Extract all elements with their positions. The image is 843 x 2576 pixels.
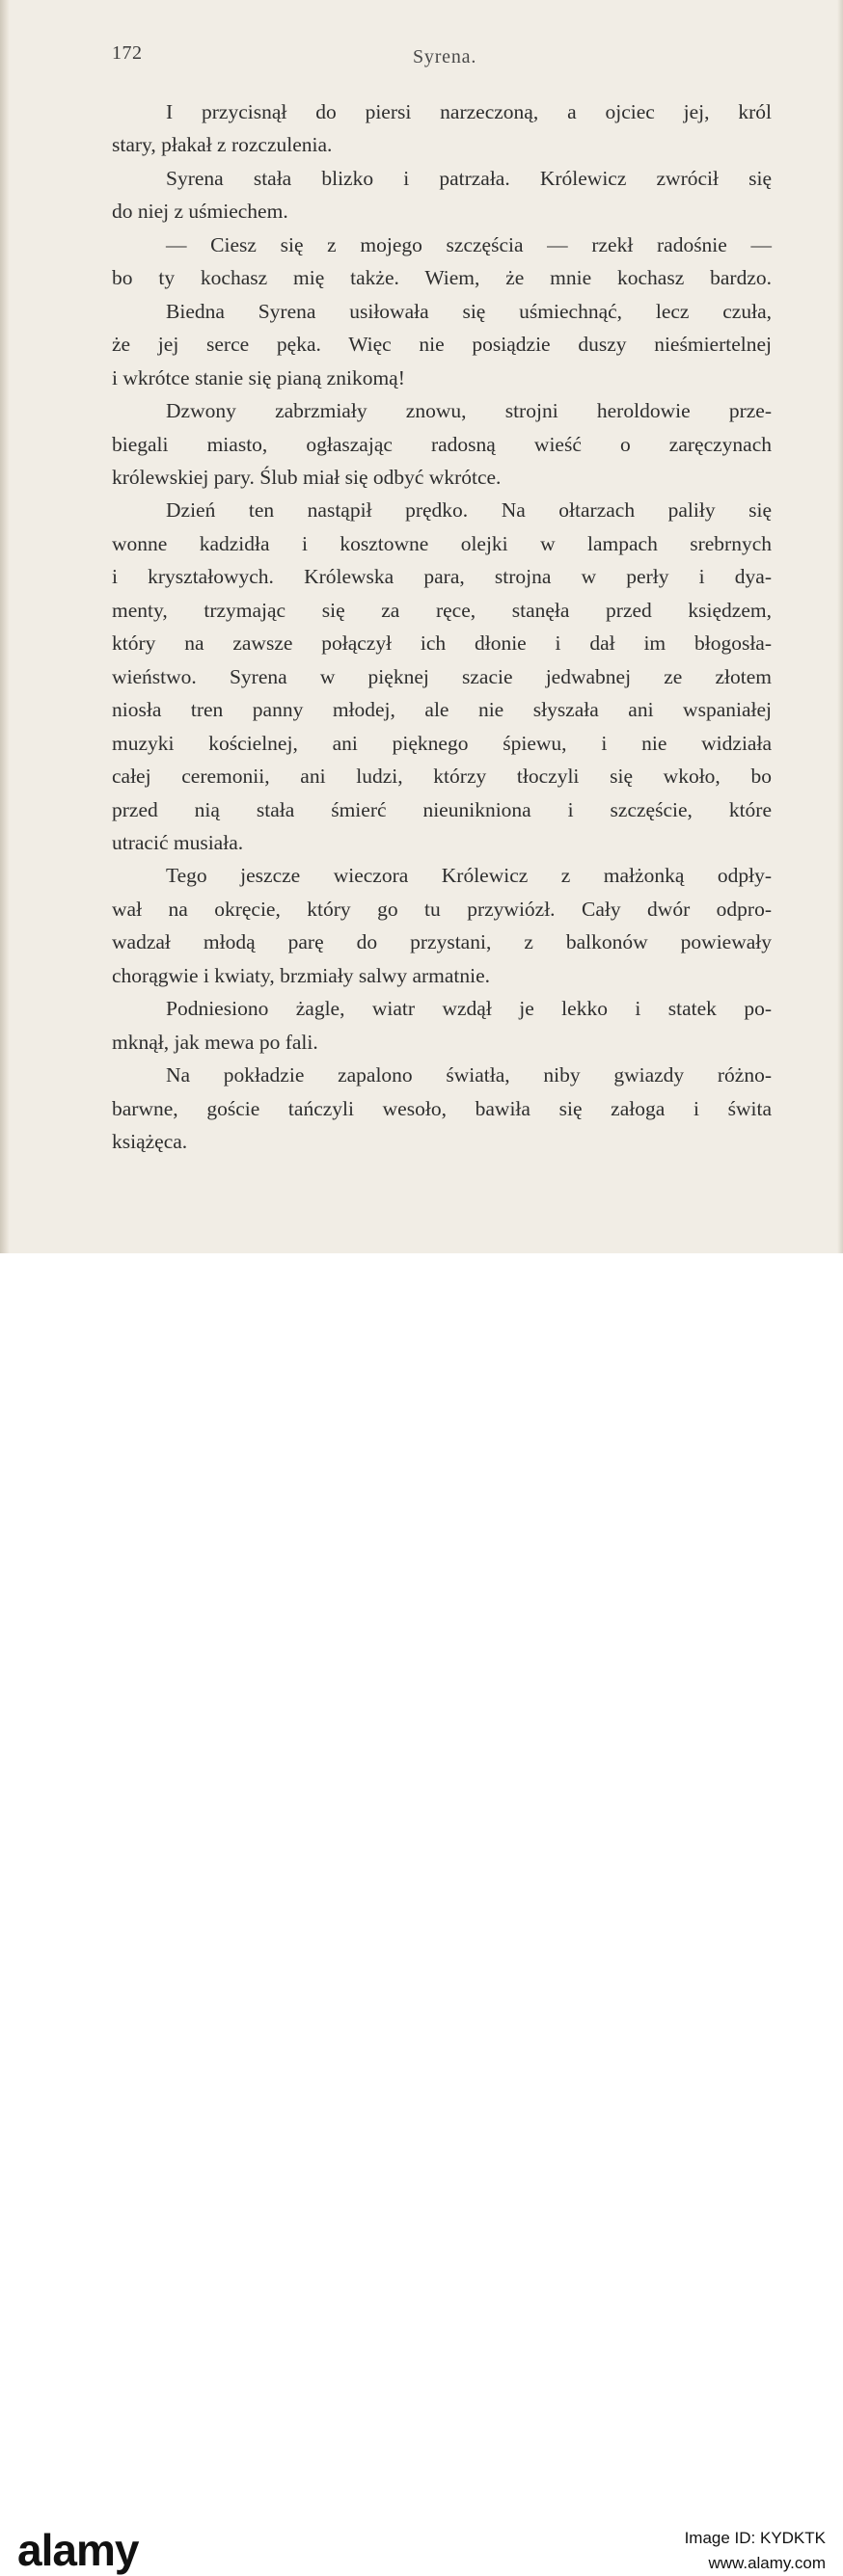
text-line: wał na okręcie, który go tu przywiózł. Cały dwór odpro-: [112, 897, 772, 921]
watermark-image-id: Image ID: KYDKTK: [684, 2529, 826, 2547]
scanned-page: [0, 0, 843, 1253]
watermark-bar: [0, 1253, 843, 2575]
text-line: chorągwie i kwiaty, brzmiały salwy armatnie.: [112, 963, 491, 987]
text-line: Syrena stała blizko i patrzała. Królewicz zwrócił się: [166, 166, 772, 190]
text-line: do niej z uśmiechem.: [112, 200, 288, 224]
text-line: książęca.: [112, 1130, 188, 1153]
text-line: i kryształowych. Królewska para, strojna w perły i dya-: [112, 565, 772, 589]
text-line: — Ciesz się z mojego szczęścia — rzekł radośnie —: [166, 232, 772, 256]
text-line: Podniesiono żagle, wiatr wzdął je lekko i statek po-: [166, 997, 772, 1021]
text-line: Na pokładzie zapalono światła, niby gwiazdy różno-: [166, 1063, 772, 1087]
page-number: 172: [112, 42, 143, 64]
watermark-logo: alamy: [17, 2525, 139, 2575]
watermark-info: [685, 2526, 826, 2576]
text-line: biegali miasto, ogłaszając radosną wieść o zaręczynach: [112, 432, 772, 456]
text-line: i wkrótce stanie się pianą znikomą!: [112, 365, 405, 389]
text-line: I przycisnął do piersi narzeczoną, a ojciec jej, król: [166, 100, 772, 123]
text-line: wieństwo. Syrena w pięknej szacie jedwabnej ze złotem: [112, 664, 772, 688]
text-line: przed nią stała śmierć nieunikniona i szczęście, które: [112, 797, 772, 821]
text-line: królewskiej pary. Ślub miał się odbyć wkrótce.: [112, 466, 502, 489]
text-line: barwne, goście tańczyli wesoło, bawiła się załoga i świta: [112, 1096, 772, 1120]
text-line: Dzwony zabrzmiały znowu, strojni heroldowie prze-: [166, 399, 772, 423]
running-head: Syrena.: [413, 46, 477, 67]
text-line: Biedna Syrena usiłowała się uśmiechnąć, lecz czuła,: [166, 299, 772, 323]
text-line: utracić musiała.: [112, 830, 244, 854]
text-line: menty, trzymając się za ręce, stanęła przed księdzem,: [112, 598, 772, 622]
text-line: który na zawsze połączył ich dłonie i dał im błogosła-: [112, 631, 772, 656]
text-line: Tego jeszcze wieczora Królewicz z małżonką odpły-: [166, 864, 772, 888]
text-line: całej ceremonii, ani ludzi, którzy tłoczyli się wkoło, bo: [112, 765, 772, 788]
watermark-url: www.alamy.com: [708, 2554, 826, 2572]
page-right-edge: [837, 0, 843, 1253]
text-line: Dzień ten nastąpił prędko. Na ołtarzach paliły się: [166, 498, 772, 523]
text-line: wonne kadzidła i kosztowne olejki w lampach srebrnych: [112, 531, 772, 555]
text-line: muzyki kościelnej, ani pięknego śpiewu, i nie widziała: [112, 731, 772, 755]
binding-edge: [0, 0, 10, 1253]
text-line: bo ty kochasz mię także. Wiem, że mnie kochasz bardzo.: [112, 266, 772, 290]
text-line: wadzał młodą parę do przystani, z balkonów powiewały: [112, 930, 772, 954]
text-line: stary, płakał z rozczulenia.: [112, 133, 333, 157]
text-line: że jej serce pęka. Więc nie posiądzie duszy nieśmiertelnej: [112, 333, 772, 357]
text-line: mknął, jak mewa po fali.: [112, 1030, 318, 1054]
text-line: niosła tren panny młodej, ale nie słyszała ani wspaniałej: [112, 698, 772, 722]
